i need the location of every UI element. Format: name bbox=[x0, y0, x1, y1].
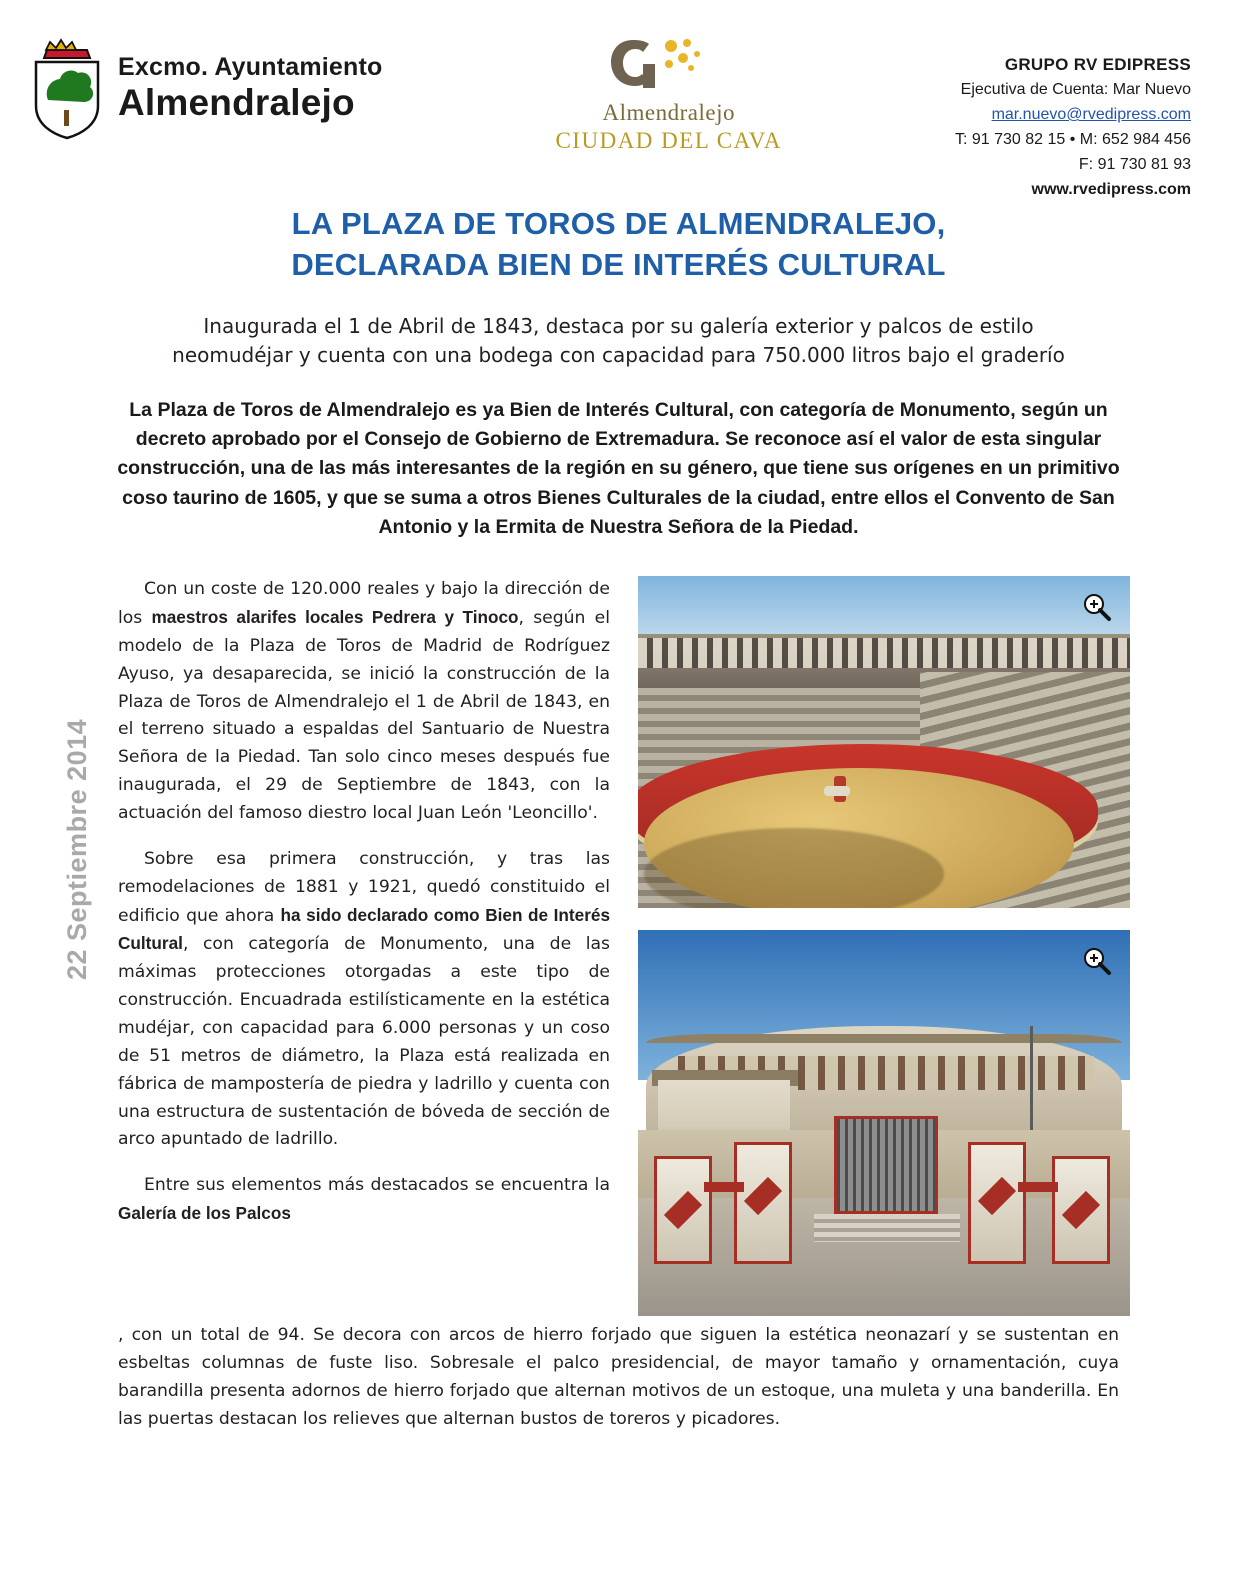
photo2-steps bbox=[814, 1214, 960, 1242]
photo2-pillar-right bbox=[968, 1142, 1026, 1264]
page-header bbox=[0, 0, 1237, 198]
p2-part-c: , con categoría de Monumento, una de las máximas protecciones otorgadas a este tipo de construcción. Encuadrada estilísticamente en la estética mudéjar, con capacidad para 6.000 personas y un coso de 51 metros de diámetro, la Plaza está realizada en fábrica de mampostería de piedra y ladrillo y cuenta con una estructura de sustentación de bóveda de sección de arco apuntado de ladrillo. bbox=[118, 934, 610, 1150]
title-line-1: LA PLAZA DE TOROS DE ALMENDRALEJO, bbox=[291, 206, 946, 241]
agency-account: Ejecutiva de Cuenta: Mar Nuevo bbox=[960, 81, 1191, 99]
cava-label-line1: Almendralejo bbox=[602, 100, 735, 125]
agency-phones: T: 91 730 82 15 • M: 652 984 456 bbox=[955, 130, 1191, 148]
article-lead: La Plaza de Toros de Almendralejo es ya Bien de Interés Cultural, con categoría de Monumento, según un decreto aprobado por el Consejo de Gobierno de Extremadura. Se reconoce así el valor de esta singular construcción, una de las más interesantes de la región en su género, que tiene sus orígenes en un primitivo coso taurino de 1605, y que se suma a otros Bienes Culturales de la ciudad, entre ellos el Convento de San Antonio y la Ermita de Nuestra Señora de la Piedad. bbox=[117, 398, 1120, 538]
paragraph-3-start bbox=[118, 1172, 610, 1229]
p3-bold: Galería de los Palcos bbox=[118, 1203, 291, 1224]
article-subtitle: Inaugurada el 1 de Abril de 1843, destaca por su galería exterior y palcos de estilo neomudéjar y cuenta con una bodega con capacidad para 750.000 litros bajo el graderío bbox=[172, 313, 1065, 367]
photo2-gate bbox=[834, 1116, 938, 1214]
zoom-icon[interactable] bbox=[1082, 946, 1112, 976]
agency-contact-block bbox=[955, 22, 1191, 202]
paragraph-3-continued: , con un total de 94. Se decora con arcos de hierro forjado que siguen la estética neonazarí y se sustentan en esbeltas columnas de fuste liso. Sobresale el palco presidencial, de mayor tamaño y ornamentación, cuya barandilla presenta adornos de hierro forjado que alternan motivos de un estoque, una muleta y una banderilla. En las puertas destacan los relieves que alternan bustos de toreros y picadores. bbox=[118, 1325, 1119, 1429]
agency-name: GRUPO RV EDIPRESS bbox=[1004, 55, 1191, 74]
p1-bold: maestros alarifes locales Pedrera y Tinoco bbox=[151, 606, 519, 627]
ciudad-del-cava-logo bbox=[544, 22, 794, 154]
ayuntamiento-line1: Excmo. Ayuntamiento bbox=[118, 53, 383, 81]
p1-part-a: Con un coste de 120.000 reales y bajo la dirección de los bbox=[118, 579, 610, 628]
p1-part-c: , según el modelo de la Plaza de Toros de Madrid de Rodríguez Ayuso, ya desaparecida, se inició la construcción de la Plaza de Toros de Almendralejo el 1 de Abril de 1843, en el terreno situado a espaldas del Santuario de Nuestra Señora de la Piedad. Tan solo cinco meses después fue inaugurada, el 29 de Septiembre de 1843, con la actuación del famoso diestro local Juan León 'Leoncillo'. bbox=[118, 607, 610, 823]
photo1-figure-cape bbox=[824, 786, 850, 796]
photo2-cornice bbox=[646, 1034, 1122, 1043]
article-body bbox=[0, 576, 1237, 1316]
photo2-pillar-left bbox=[734, 1142, 792, 1264]
cava-mark-icon bbox=[544, 34, 794, 100]
photo-arena-interior[interactable] bbox=[638, 576, 1130, 908]
photo2-pillar-far-left bbox=[654, 1156, 712, 1264]
photo2-rail-left bbox=[704, 1182, 744, 1192]
photo-column bbox=[638, 576, 1130, 1316]
photo2-pole bbox=[1030, 1026, 1033, 1136]
agency-fax: F: 91 730 81 93 bbox=[1078, 155, 1191, 173]
p3-part-a: Entre sus elementos más destacados se encuentra la bbox=[144, 1175, 610, 1196]
zoom-icon[interactable] bbox=[1082, 592, 1112, 622]
agency-website[interactable]: www.rvedipress.com bbox=[1031, 180, 1191, 198]
photo2-rail-right bbox=[1018, 1182, 1058, 1192]
title-line-2: DECLARADA BIEN DE INTERÉS CULTURAL bbox=[291, 246, 946, 282]
agency-email[interactable]: mar.nuevo@rvedipress.com bbox=[991, 106, 1191, 124]
p2-part-a: Sobre esa primera construcción, y tras las remodelaciones de 1881 y 1921, quedó constituido el edificio que ahora bbox=[118, 848, 610, 926]
date-sidebar: 22 Septiembre 2014 bbox=[62, 718, 92, 980]
coat-of-arms-icon bbox=[28, 36, 106, 140]
paragraph-2 bbox=[118, 846, 610, 1154]
cava-label-line2: CIUDAD DEL CAVA bbox=[555, 128, 783, 153]
p2-bold: ha sido declarado como Bien de Interés Cultural bbox=[118, 904, 610, 954]
ayuntamiento-logo bbox=[28, 22, 383, 140]
ayuntamiento-line2: Almendralejo bbox=[118, 82, 355, 123]
text-column bbox=[118, 576, 610, 1247]
photo-plaza-exterior[interactable] bbox=[638, 930, 1130, 1316]
photo1-arcade bbox=[638, 638, 1130, 668]
paragraph-1 bbox=[118, 576, 610, 828]
page-title bbox=[120, 204, 1117, 286]
photo2-pillar-far-right bbox=[1052, 1156, 1110, 1264]
